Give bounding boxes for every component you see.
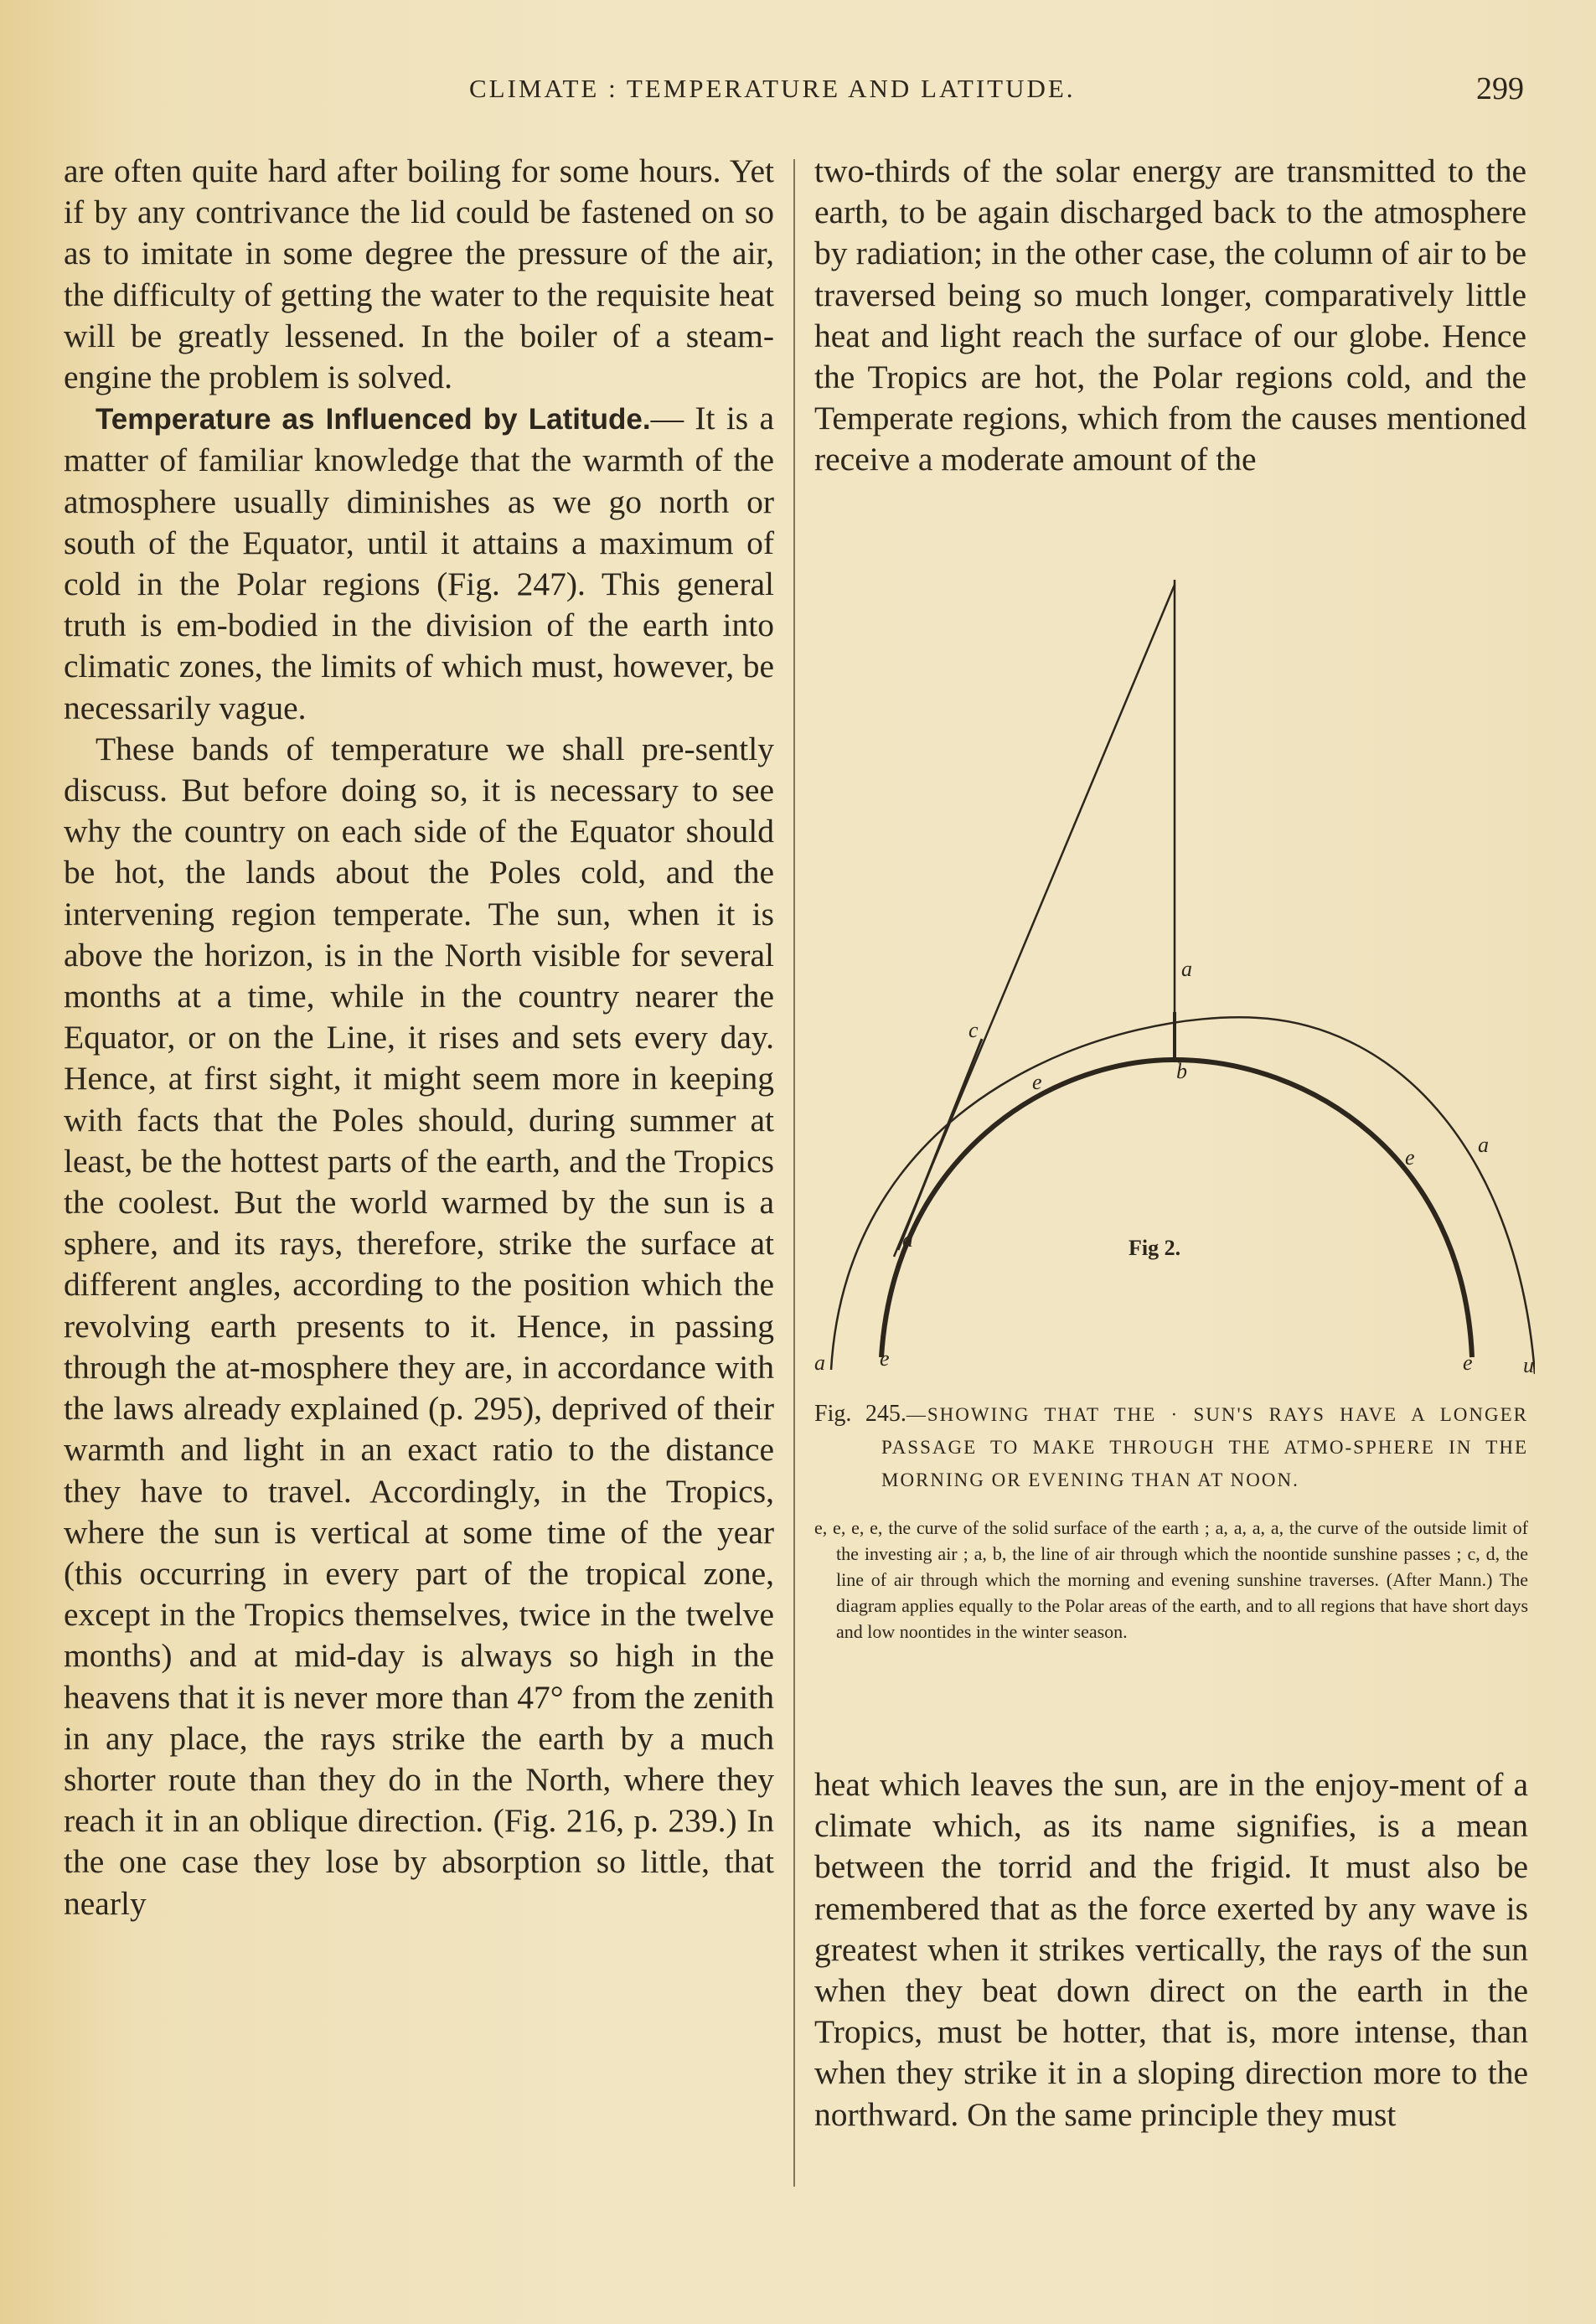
paragraph-latitude-text: It is a matter of familiar knowledge that the warmth of the atmosphere usually diminishes as we go north or south of the Equator, until it attains a maximum of cold in the Polar regions (Fig. 247). This general truth is em-bodied in the division of the earth into climatic zones, the limits of which must, however, be necessarily vague. xyxy=(64,400,774,726)
label-e-right-base: e xyxy=(1463,1351,1473,1375)
figure-245 xyxy=(814,570,1535,1391)
paragraph-solar-energy: two-thirds of the solar energy are transmitted to the earth, to be again discharged back to the atmosphere by radiation; in the other case, the column of air to be traversed being so much longer, comparatively little heat and light reach the surface of our globe. Hence the Tropics are hot, the Polar regions cold, and the Temperate regions, which from the causes mentioned receive a moderate amount of the xyxy=(814,152,1526,478)
caption-title-text: —SHOWING THAT THE · SUN'S RAYS HAVE A LONGER PASSAGE TO MAKE THROUGH THE ATMO-SPHERE IN THE MORNING OR EVENING THAN AT NOON. xyxy=(881,1404,1528,1490)
right-column-top-text xyxy=(814,151,1526,481)
label-e-left: e xyxy=(1032,1070,1042,1094)
figure-inner-title: Fig 2. xyxy=(1129,1236,1181,1260)
label-b: b xyxy=(1176,1059,1187,1083)
label-a-right-base: u xyxy=(1523,1353,1534,1377)
label-c: c xyxy=(968,1018,979,1042)
right-column-bottom-text xyxy=(814,1764,1528,2135)
paragraph-heat: heat which leaves the sun, are in the enjoy-ment of a climate which, as its name signifies, is a mean between the torrid and the frigid. It must also be remembered that as the force exerted by any wave is greatest when it strikes vertically, the rays of the sun when they beat down direct on the earth in the Tropics, must be hotter, that is, more intense, than when they strike it in a sloping direction more to the northward. On the same principle they must xyxy=(814,1766,1528,2133)
atmosphere-diagram xyxy=(814,570,1535,1391)
figure-caption xyxy=(814,1397,1528,1645)
page-number: 299 xyxy=(1476,71,1524,106)
label-a-right: a xyxy=(1478,1133,1489,1157)
section-sidehead: Temperature as Influenced by Latitude. xyxy=(96,403,651,436)
label-a-top: a xyxy=(1181,957,1192,981)
right-column-bottom xyxy=(814,1764,1528,2135)
paragraph-latitude xyxy=(64,398,774,729)
label-e-right: e xyxy=(1405,1145,1415,1170)
column-divider xyxy=(793,159,795,2187)
left-column xyxy=(64,151,774,2195)
running-title: CLIMATE : TEMPERATURE AND LATITUDE. xyxy=(469,74,1076,103)
caption-title xyxy=(814,1397,1528,1496)
label-d: d xyxy=(902,1227,913,1252)
left-column-text xyxy=(64,151,774,1924)
running-head xyxy=(0,71,1596,116)
earth-surface-curve xyxy=(881,1060,1472,1357)
oblique-ray-short xyxy=(898,1039,982,1250)
label-e-left-base: e xyxy=(880,1346,890,1371)
caption-label: Fig. 245. xyxy=(814,1401,906,1427)
paragraph-bands: These bands of temperature we shall pre-sently discuss. But before doing so, it is necessary to see why the country on each side of the Equator should be hot, the lands about the Poles cold, and the intervening region temperate. The sun, when it is above the horizon, is in the North visible for several months at a time, while in the country nearer the Equator, or on the Line, it rises and sets every day. Hence, at first sight, it might seem more in keeping with facts that the Poles should, during summer at least, be the hottest parts of the earth, and the Tropics the coolest. But the world warmed by the sun is a sphere, and its rays, therefore, strike the surface at different angles, according to the position which the revolving earth presents to it. Hence, in passing through the at-mosphere they are, in accordance with the laws already explained (p. 295), deprived of their warmth and light in an exact ratio to the distance they have to travel. Accordingly, in the Tropics, where the sun is vertical at some time of the year (this occurring in every part of the tropical zone, except in the Tropics themselves, twice in the twelve months) and at mid-day is always so high in the heavens that it is never more than 47° from the zenith in any place, the rays strike the earth by a much shorter route than they do in the North, where they reach it in an oblique direction. (Fig. 216, p. 239.) In the one case they lose by absorption so little, that nearly xyxy=(64,730,774,1922)
label-a-left-base: a xyxy=(814,1351,825,1375)
caption-body: e, e, e, e, the curve of the solid surface of the earth ; a, a, a, a, the curve of the outside limit of the investing air ; a, b, the line of air through which the noontide sunshine passes ; c, d, the line of air through which the morning and evening sunshine traverses. (After Mann.) The diagram applies equally to the Polar areas of the earth, and to all regions that have short days and low noontides in the winter season. xyxy=(814,1517,1528,1642)
sidehead-dash: — xyxy=(650,400,684,437)
paragraph-boiling: are often quite hard after boiling for some hours. Yet if by any contrivance the lid could be fastened on so as to imitate in some degree the pressure of the air, the difficulty of getting the water to the requisite heat will be greatly lessened. In the boiler of a steam-engine the problem is solved. xyxy=(64,152,774,396)
